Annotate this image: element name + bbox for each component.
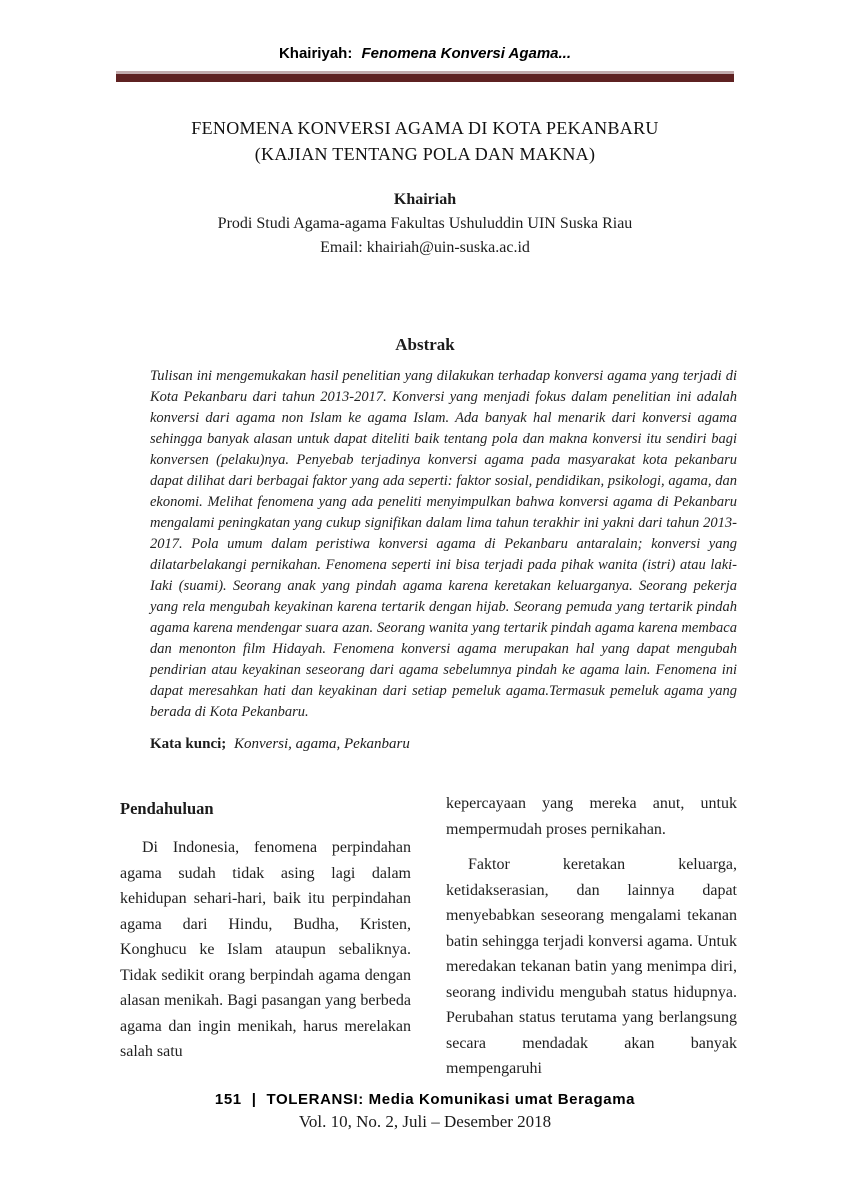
abstract-text: Tulisan ini mengemukakan hasil penelitian yang dilakukan terhadap konversi agama yang terjadi di Kota Pekanbaru dari tahun 2013-2017. Konversi yang menjadi fokus dalam penelitian ini adalah konversi dari agama non Islam ke agama Islam. Ada banyak hal menarik dari konversi agama sehingga banyak alasan untuk dapat diteliti baik tentang pola dan makna konversi itu sendiri bagi konversen (pelaku)nya. Penyebab terjadinya konversi agama pada masyarakat kota pekanbaru dapat dilihat dari berbagai faktor yang ada seperti: faktor sosial, pendidikan, psikologi, agama, dan ekonomi. Melihat fenomena yang ada peneliti menyimpulkan bahwa konversi agama di Pekanbaru mengalami peningkatan yang cukup signifikan dalam lima tahun terakhir ini yakni dari tahun 2013-2017. Pola umum dalam peristiwa konversi agama di Pekanbaru antaralain; konversi yang dilatarbelakangi pernikahan. Fenomena seperti ini bisa terjadi pada pihak wanita (istri) atau laki-Iaki (suami). Seorang anak yang pindah agama karena keretakan keluarganya. Seorang pekerja yang rela mengubah keyakinan karena tertarik dengan hijab. Seorang pemuda yang tertarik pindah agama karena mendengar suara azan. Seorang wanita yang tertarik pindah agama karena membaca dan menonton film Hidayah. Fenomena konversi agama merupakan hal yang dapat mengubah pendirian atau keyakinan seseorang dari agama sebelumnya pindah ke agama lain. Fenomena ini dapat meresahkan hati dan keyakinan dari setiap pemeluk agama.Termasuk pemeluk agama yang berada di Kota Pekanbaru. (150, 368, 737, 720)
keywords-value: Konversi, agama, Pekanbaru (234, 736, 410, 752)
abstract-heading: Abstrak (395, 335, 455, 354)
journal-title: TOLERANSI: Media Komunikasi umat Beragama (266, 1091, 636, 1108)
header-rule-thick-line (116, 74, 734, 82)
page-footer (0, 1091, 850, 1132)
volume-issue-line: Vol. 10, No. 2, Juli – Desember 2018 (298, 1112, 552, 1131)
article-title-line1: FENOMENA KONVERSI AGAMA DI KOTA PEKANBARU (191, 118, 659, 138)
article-title (0, 115, 850, 167)
running-head-author: Khairiyah: (278, 45, 353, 62)
author-block (0, 188, 850, 260)
header-rule (116, 71, 734, 82)
body-column-right (446, 791, 737, 1082)
article-title-line2: (KAJIAN TENTANG POLA DAN MAKNA) (254, 144, 596, 164)
section-heading-pendahuluan: Pendahuluan (120, 799, 214, 818)
body-paragraph: kepercayaan yang mereka anut, untuk mempermudah proses pernikahan. (446, 795, 737, 838)
footer-separator: | (251, 1091, 257, 1108)
keywords-line (150, 736, 737, 753)
body-paragraph: Di Indonesia, fenomena perpindahan agama sudah tidak asing lagi dalam kehidupan sehari-hari, baik itu perpindahan agama dari Hindu, Budha, Kristen, Konghucu ke Islam ataupun sebaliknya. Tidak sedikit orang berpindah agama dengan alasan menikah. Bagi pasangan yang berbeda agama dan ingin menikah, harus merelakan salah satu (120, 839, 411, 1060)
author-email: Email: khairiah@uin-suska.ac.id (320, 239, 530, 256)
author-name: Khairiah (393, 191, 457, 208)
author-affiliation: Prodi Studi Agama-agama Fakultas Ushuluddin UIN Suska Riau (217, 215, 633, 232)
running-head (0, 0, 850, 62)
body-columns (120, 791, 737, 1082)
page-number: 151 (214, 1091, 242, 1108)
body-column-left (120, 791, 411, 1082)
footer-journal-line (0, 1091, 850, 1108)
body-paragraph: Faktor keretakan keluarga, ketidakserasian, dan lainnya dapat menyebabkan seseorang mengalami tekanan batin sehingga terjadi konversi agama. Untuk meredakan tekanan batin yang menimpa diri, seorang individu mengubah status hidupnya. Perubahan status terutama yang berlangsung secara mendadak akan banyak mempengaruhi (446, 856, 737, 1077)
keywords-label: Kata kunci; (150, 736, 227, 752)
running-head-title: Fenomena Konversi Agama... (361, 45, 572, 62)
